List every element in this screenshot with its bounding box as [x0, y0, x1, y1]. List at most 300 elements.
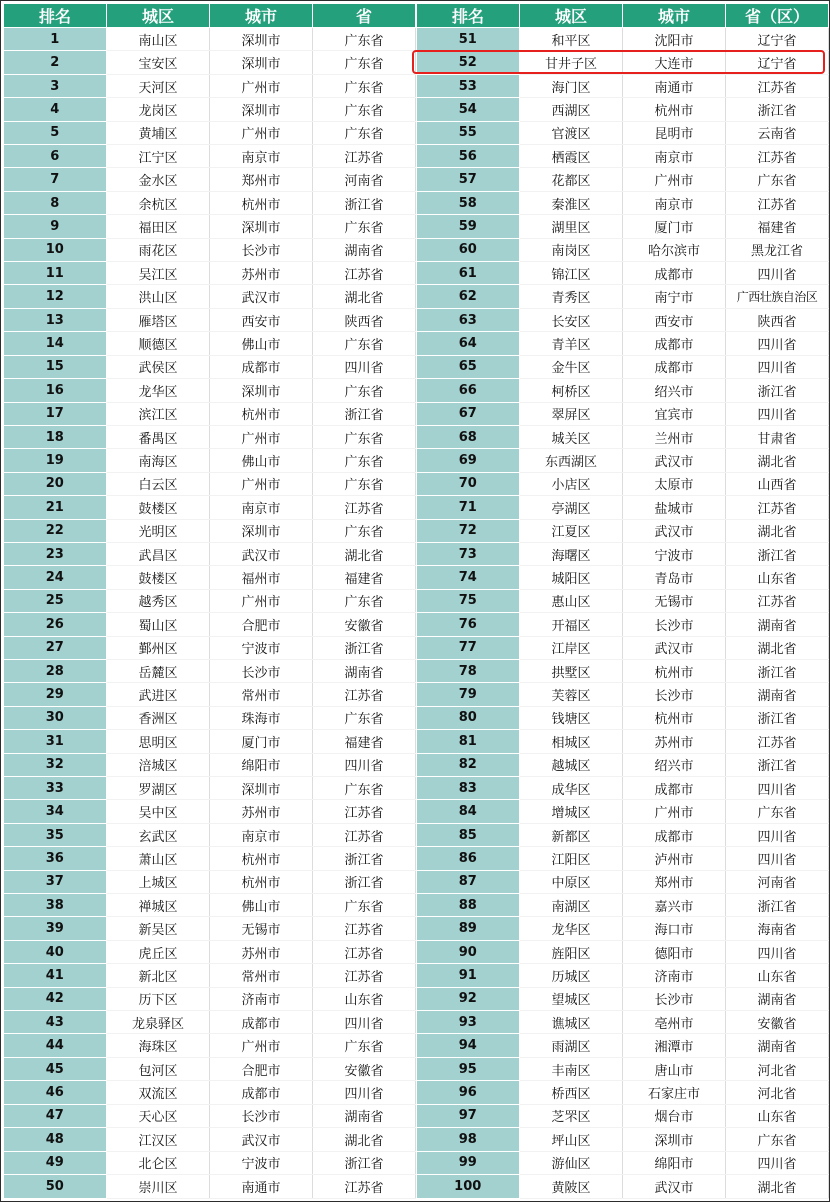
province-cell: 云南省 [726, 121, 829, 144]
rank-cell: 34 [4, 800, 107, 823]
table-row [4, 74, 416, 97]
city-cell: 长沙市 [210, 659, 313, 682]
district-cell: 龙岗区 [107, 98, 210, 121]
province-cell: 浙江省 [726, 542, 829, 565]
table-row [4, 215, 416, 238]
rank-cell: 71 [417, 496, 520, 519]
city-cell: 深圳市 [210, 51, 313, 74]
city-cell: 泸州市 [623, 847, 726, 870]
rank-cell: 32 [4, 753, 107, 776]
rank-cell: 66 [417, 379, 520, 402]
table-row [4, 613, 416, 636]
rank-cell: 17 [4, 402, 107, 425]
district-cell: 龙华区 [107, 379, 210, 402]
rank-cell: 60 [417, 238, 520, 261]
rank-cell: 79 [417, 683, 520, 706]
city-cell: 南通市 [210, 1174, 313, 1198]
table-row [417, 1034, 829, 1057]
city-cell: 南京市 [623, 145, 726, 168]
province-cell: 湖南省 [726, 683, 829, 706]
table-row [4, 1011, 416, 1034]
table-row [417, 636, 829, 659]
rank-cell: 44 [4, 1034, 107, 1057]
district-cell: 旌阳区 [520, 940, 623, 963]
table-row [417, 1057, 829, 1080]
rank-cell: 40 [4, 940, 107, 963]
province-cell: 江苏省 [313, 683, 416, 706]
city-cell: 杭州市 [623, 98, 726, 121]
rank-cell: 23 [4, 542, 107, 565]
district-cell: 顺德区 [107, 332, 210, 355]
header-rank: 排名 [417, 4, 520, 28]
city-cell: 常州市 [210, 964, 313, 987]
province-cell: 广东省 [313, 98, 416, 121]
province-cell: 湖南省 [726, 613, 829, 636]
city-cell: 佛山市 [210, 449, 313, 472]
district-cell: 禅城区 [107, 894, 210, 917]
table-row [4, 285, 416, 308]
province-cell: 江苏省 [726, 145, 829, 168]
city-cell: 杭州市 [210, 847, 313, 870]
table-row [4, 449, 416, 472]
city-cell: 无锡市 [623, 589, 726, 612]
ranking-table-left [3, 3, 416, 1199]
district-cell: 湖里区 [520, 215, 623, 238]
province-cell: 广东省 [313, 449, 416, 472]
rank-cell: 100 [417, 1174, 520, 1198]
district-cell: 鼓楼区 [107, 496, 210, 519]
city-cell: 杭州市 [623, 706, 726, 729]
province-cell: 广东省 [313, 215, 416, 238]
city-cell: 郑州市 [210, 168, 313, 191]
table-row [4, 98, 416, 121]
district-cell: 江夏区 [520, 519, 623, 542]
rank-cell: 30 [4, 706, 107, 729]
city-cell: 武汉市 [623, 519, 726, 542]
city-cell: 深圳市 [210, 519, 313, 542]
table-row [417, 542, 829, 565]
district-cell: 芙蓉区 [520, 683, 623, 706]
rank-cell: 31 [4, 730, 107, 753]
table-row [4, 964, 416, 987]
province-cell: 黑龙江省 [726, 238, 829, 261]
rank-cell: 70 [417, 472, 520, 495]
table-row [417, 870, 829, 893]
district-cell: 番禺区 [107, 425, 210, 448]
rank-cell: 5 [4, 121, 107, 144]
district-cell: 海珠区 [107, 1034, 210, 1057]
table-row [417, 800, 829, 823]
city-cell: 深圳市 [210, 379, 313, 402]
district-cell: 滨江区 [107, 402, 210, 425]
table-row [4, 870, 416, 893]
rank-cell: 55 [417, 121, 520, 144]
province-cell: 海南省 [726, 917, 829, 940]
province-cell: 湖南省 [313, 238, 416, 261]
district-cell: 南岗区 [520, 238, 623, 261]
district-cell: 白云区 [107, 472, 210, 495]
rank-cell: 22 [4, 519, 107, 542]
district-cell: 玄武区 [107, 823, 210, 846]
province-cell: 安徽省 [313, 613, 416, 636]
city-cell: 绵阳市 [210, 753, 313, 776]
rank-cell: 2 [4, 51, 107, 74]
district-cell: 思明区 [107, 730, 210, 753]
city-cell: 珠海市 [210, 706, 313, 729]
table-row [4, 145, 416, 168]
city-cell: 成都市 [623, 777, 726, 800]
header-city: 城市 [623, 4, 726, 28]
city-cell: 西安市 [623, 308, 726, 331]
rank-cell: 61 [417, 262, 520, 285]
header-province: 省 [313, 4, 416, 28]
province-cell: 广东省 [313, 472, 416, 495]
rank-cell: 81 [417, 730, 520, 753]
table-row [417, 308, 829, 331]
province-cell: 江苏省 [313, 496, 416, 519]
rank-cell: 24 [4, 566, 107, 589]
district-cell: 历城区 [520, 964, 623, 987]
table-row [4, 472, 416, 495]
rank-cell: 64 [417, 332, 520, 355]
rank-cell: 8 [4, 191, 107, 214]
table-row [4, 402, 416, 425]
city-cell: 苏州市 [623, 730, 726, 753]
province-cell: 江苏省 [726, 191, 829, 214]
table-row [4, 168, 416, 191]
rank-cell: 35 [4, 823, 107, 846]
header-district: 城区 [520, 4, 623, 28]
province-cell: 江苏省 [726, 730, 829, 753]
district-cell: 金牛区 [520, 355, 623, 378]
rank-cell: 46 [4, 1081, 107, 1104]
rank-cell: 54 [417, 98, 520, 121]
table-row [417, 28, 829, 51]
province-cell: 江苏省 [313, 917, 416, 940]
province-cell: 广东省 [313, 332, 416, 355]
district-cell: 翠屏区 [520, 402, 623, 425]
province-cell: 广东省 [726, 800, 829, 823]
table-row [4, 683, 416, 706]
table-row [417, 730, 829, 753]
table-row [4, 308, 416, 331]
city-cell: 成都市 [210, 1011, 313, 1034]
district-cell: 新吴区 [107, 917, 210, 940]
table-row [417, 1174, 829, 1198]
city-cell: 广州市 [623, 800, 726, 823]
rank-cell: 48 [4, 1128, 107, 1151]
rank-cell: 93 [417, 1011, 520, 1034]
table-row [417, 1151, 829, 1174]
city-cell: 绍兴市 [623, 379, 726, 402]
district-cell: 蜀山区 [107, 613, 210, 636]
rank-cell: 20 [4, 472, 107, 495]
province-cell: 广东省 [313, 519, 416, 542]
table-row [417, 285, 829, 308]
rank-cell: 36 [4, 847, 107, 870]
province-cell: 浙江省 [726, 753, 829, 776]
district-cell: 江岸区 [520, 636, 623, 659]
province-cell: 浙江省 [313, 1151, 416, 1174]
city-cell: 西安市 [210, 308, 313, 331]
city-cell: 郑州市 [623, 870, 726, 893]
province-cell: 浙江省 [726, 659, 829, 682]
table-row [4, 1034, 416, 1057]
rank-cell: 15 [4, 355, 107, 378]
city-cell: 广州市 [210, 472, 313, 495]
district-cell: 越城区 [520, 753, 623, 776]
city-cell: 成都市 [210, 355, 313, 378]
province-cell: 广东省 [313, 589, 416, 612]
rank-cell: 6 [4, 145, 107, 168]
rank-cell: 51 [417, 28, 520, 51]
table-row [417, 706, 829, 729]
rank-cell: 65 [417, 355, 520, 378]
city-cell: 苏州市 [210, 940, 313, 963]
city-cell: 广州市 [210, 425, 313, 448]
table-row [417, 987, 829, 1010]
district-cell: 游仙区 [520, 1151, 623, 1174]
right-table-body [417, 28, 829, 1199]
district-cell: 青秀区 [520, 285, 623, 308]
rank-cell: 21 [4, 496, 107, 519]
table-row [4, 823, 416, 846]
district-cell: 南山区 [107, 28, 210, 51]
district-cell: 虎丘区 [107, 940, 210, 963]
city-cell: 佛山市 [210, 894, 313, 917]
district-cell: 涪城区 [107, 753, 210, 776]
rank-cell: 86 [417, 847, 520, 870]
district-cell: 鼓楼区 [107, 566, 210, 589]
table-row [4, 1104, 416, 1127]
rank-cell: 56 [417, 145, 520, 168]
district-cell: 天心区 [107, 1104, 210, 1127]
city-cell: 厦门市 [623, 215, 726, 238]
city-cell: 深圳市 [210, 215, 313, 238]
city-cell: 苏州市 [210, 800, 313, 823]
province-cell: 广东省 [313, 425, 416, 448]
province-cell: 四川省 [726, 940, 829, 963]
city-cell: 深圳市 [210, 98, 313, 121]
header-row [417, 4, 829, 28]
province-cell: 广东省 [313, 379, 416, 402]
table-row [417, 262, 829, 285]
province-cell: 广东省 [726, 1128, 829, 1151]
city-cell: 苏州市 [210, 262, 313, 285]
city-cell: 济南市 [623, 964, 726, 987]
city-cell: 合肥市 [210, 613, 313, 636]
rank-cell: 99 [417, 1151, 520, 1174]
rank-cell: 37 [4, 870, 107, 893]
city-cell: 杭州市 [623, 659, 726, 682]
city-cell: 盐城市 [623, 496, 726, 519]
district-cell: 越秀区 [107, 589, 210, 612]
rank-cell: 59 [417, 215, 520, 238]
rank-cell: 58 [417, 191, 520, 214]
table-row [4, 753, 416, 776]
district-cell: 增城区 [520, 800, 623, 823]
city-cell: 合肥市 [210, 1057, 313, 1080]
district-cell: 洪山区 [107, 285, 210, 308]
city-cell: 武汉市 [623, 1174, 726, 1198]
province-cell: 浙江省 [313, 191, 416, 214]
province-cell: 江苏省 [726, 589, 829, 612]
district-cell: 官渡区 [520, 121, 623, 144]
rank-cell: 9 [4, 215, 107, 238]
district-cell: 栖霞区 [520, 145, 623, 168]
district-cell: 吴中区 [107, 800, 210, 823]
province-cell: 四川省 [313, 753, 416, 776]
rank-cell: 76 [417, 613, 520, 636]
city-cell: 杭州市 [210, 402, 313, 425]
city-cell: 杭州市 [210, 870, 313, 893]
district-cell: 甘井子区 [520, 51, 623, 74]
province-cell: 甘肃省 [726, 425, 829, 448]
district-cell: 萧山区 [107, 847, 210, 870]
header-district: 城区 [107, 4, 210, 28]
table-row [4, 589, 416, 612]
district-cell: 崇川区 [107, 1174, 210, 1198]
header-province: 省（区） [726, 4, 829, 28]
table-row [4, 542, 416, 565]
province-cell: 湖南省 [313, 1104, 416, 1127]
province-cell: 江苏省 [726, 496, 829, 519]
district-cell: 罗湖区 [107, 777, 210, 800]
city-cell: 长沙市 [623, 987, 726, 1010]
rank-cell: 89 [417, 917, 520, 940]
province-cell: 江苏省 [726, 74, 829, 97]
city-cell: 唐山市 [623, 1057, 726, 1080]
district-cell: 宝安区 [107, 51, 210, 74]
province-cell: 浙江省 [313, 870, 416, 893]
district-cell: 吴江区 [107, 262, 210, 285]
district-cell: 金水区 [107, 168, 210, 191]
city-cell: 南京市 [210, 823, 313, 846]
left-table-body [4, 28, 416, 1199]
district-cell: 上城区 [107, 870, 210, 893]
rank-cell: 95 [417, 1057, 520, 1080]
rank-cell: 49 [4, 1151, 107, 1174]
table-row [4, 332, 416, 355]
district-cell: 开福区 [520, 613, 623, 636]
district-cell: 丰南区 [520, 1057, 623, 1080]
district-cell: 香洲区 [107, 706, 210, 729]
table-row [4, 1151, 416, 1174]
province-cell: 四川省 [313, 1081, 416, 1104]
province-cell: 广东省 [313, 51, 416, 74]
province-cell: 四川省 [726, 262, 829, 285]
city-cell: 青岛市 [623, 566, 726, 589]
table-row [4, 800, 416, 823]
table-row [417, 145, 829, 168]
district-cell: 长安区 [520, 308, 623, 331]
province-cell: 福建省 [313, 566, 416, 589]
table-row [417, 238, 829, 261]
city-cell: 太原市 [623, 472, 726, 495]
city-cell: 成都市 [623, 355, 726, 378]
rank-cell: 1 [4, 28, 107, 51]
table-row [4, 706, 416, 729]
district-cell: 龙华区 [520, 917, 623, 940]
rank-cell: 52 [417, 51, 520, 74]
rank-cell: 42 [4, 987, 107, 1010]
rank-cell: 41 [4, 964, 107, 987]
rank-cell: 33 [4, 777, 107, 800]
table-row [4, 238, 416, 261]
table-row [417, 659, 829, 682]
city-cell: 常州市 [210, 683, 313, 706]
table-row [417, 894, 829, 917]
city-cell: 深圳市 [210, 28, 313, 51]
province-cell: 河南省 [313, 168, 416, 191]
table-row [417, 496, 829, 519]
province-cell: 湖北省 [726, 519, 829, 542]
table-row [4, 940, 416, 963]
province-cell: 河北省 [726, 1057, 829, 1080]
city-cell: 深圳市 [210, 777, 313, 800]
district-cell: 鄞州区 [107, 636, 210, 659]
table-row [417, 168, 829, 191]
district-cell: 天河区 [107, 74, 210, 97]
city-cell: 烟台市 [623, 1104, 726, 1127]
table-row [417, 566, 829, 589]
province-cell: 广西壮族自治区 [726, 285, 829, 308]
table-row [417, 613, 829, 636]
city-cell: 石家庄市 [623, 1081, 726, 1104]
city-cell: 武汉市 [210, 1128, 313, 1151]
table-row [4, 777, 416, 800]
rank-cell: 77 [417, 636, 520, 659]
district-cell: 相城区 [520, 730, 623, 753]
header-row [4, 4, 416, 28]
city-cell: 南京市 [210, 496, 313, 519]
province-cell: 广东省 [313, 1034, 416, 1057]
city-cell: 佛山市 [210, 332, 313, 355]
rank-cell: 14 [4, 332, 107, 355]
rank-cell: 27 [4, 636, 107, 659]
rank-cell: 74 [417, 566, 520, 589]
rank-cell: 26 [4, 613, 107, 636]
table-row [4, 425, 416, 448]
city-cell: 兰州市 [623, 425, 726, 448]
table-row [417, 683, 829, 706]
district-cell: 北仑区 [107, 1151, 210, 1174]
city-cell: 宁波市 [623, 542, 726, 565]
city-cell: 成都市 [623, 262, 726, 285]
city-cell: 成都市 [623, 823, 726, 846]
province-cell: 山东省 [726, 566, 829, 589]
district-cell: 新北区 [107, 964, 210, 987]
rank-cell: 72 [417, 519, 520, 542]
city-cell: 德阳市 [623, 940, 726, 963]
table-row [417, 425, 829, 448]
rank-cell: 47 [4, 1104, 107, 1127]
district-cell: 黄埔区 [107, 121, 210, 144]
table-row [4, 1128, 416, 1151]
city-cell: 大连市 [623, 51, 726, 74]
table-row [4, 51, 416, 74]
table-row [417, 74, 829, 97]
city-cell: 深圳市 [623, 1128, 726, 1151]
district-cell: 惠山区 [520, 589, 623, 612]
table-row [4, 659, 416, 682]
district-cell: 海曙区 [520, 542, 623, 565]
rank-cell: 98 [417, 1128, 520, 1151]
district-cell: 西湖区 [520, 98, 623, 121]
district-cell: 中原区 [520, 870, 623, 893]
table-row [417, 1128, 829, 1151]
province-cell: 山西省 [726, 472, 829, 495]
